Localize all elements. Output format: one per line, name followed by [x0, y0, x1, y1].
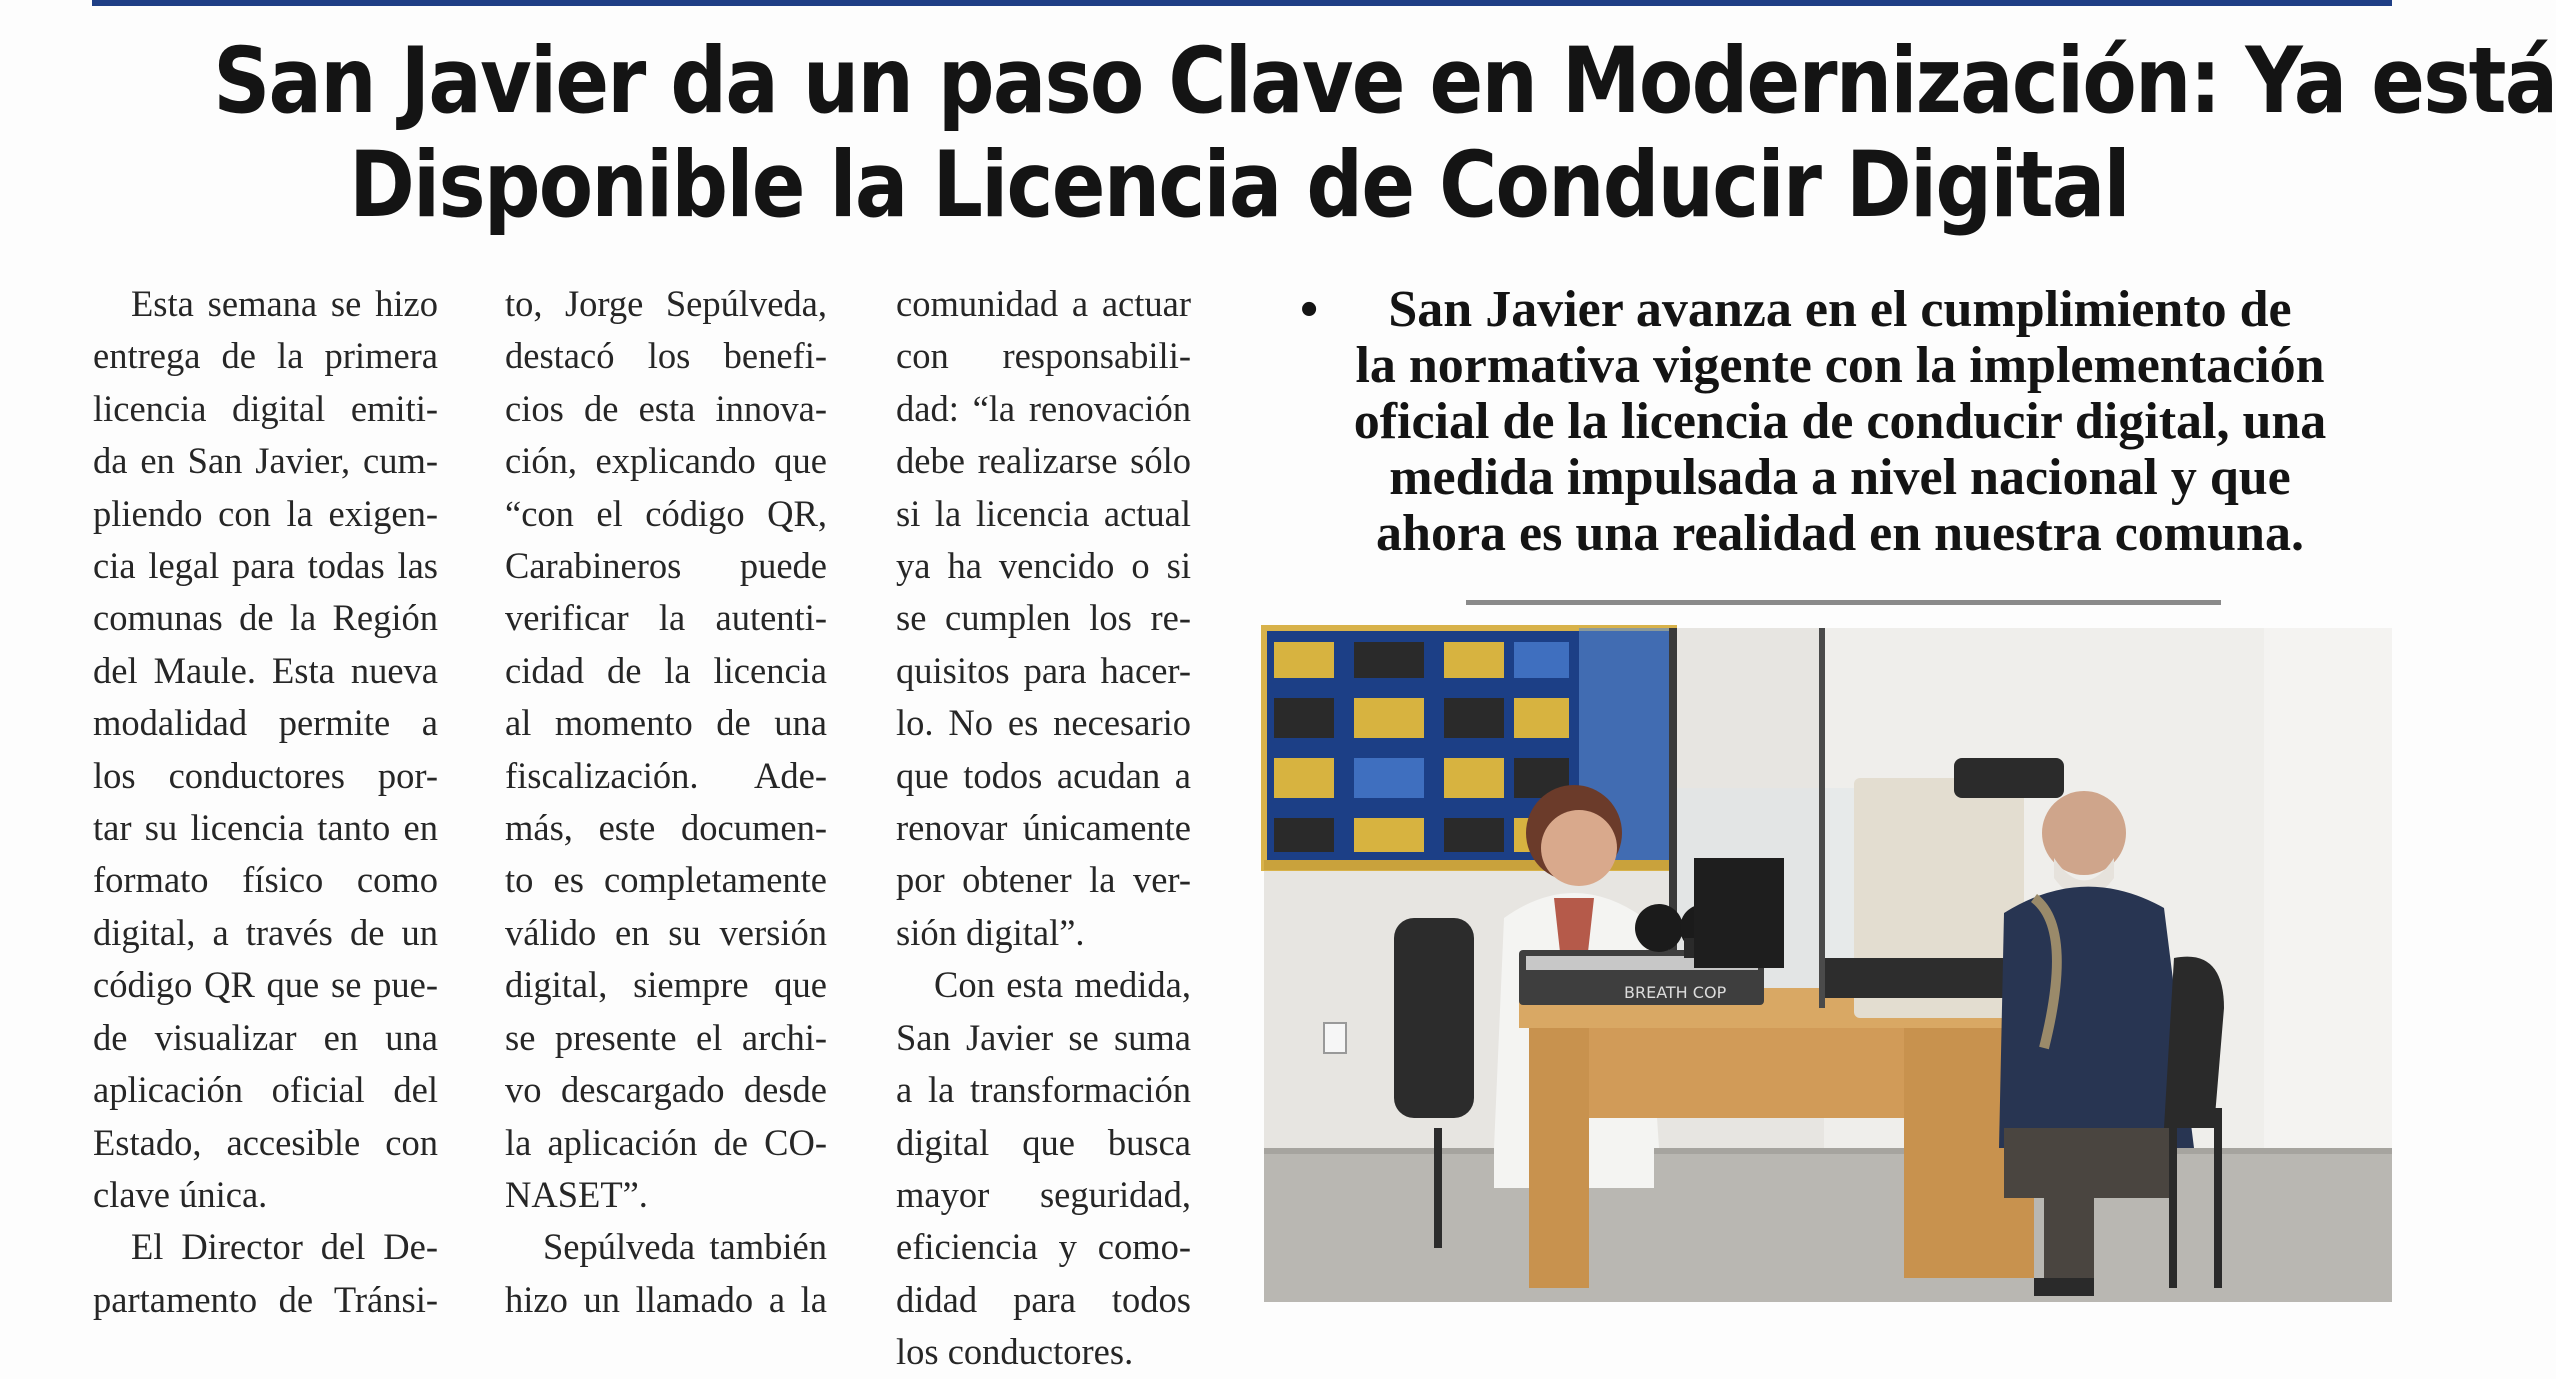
article-column-1: [93, 278, 438, 1322]
text-line: entrega de la primera: [93, 335, 438, 377]
text-line: Estado, accesible con: [93, 1121, 438, 1163]
text-line: los conductores por-: [93, 754, 438, 796]
bullet-icon: •: [1300, 281, 1319, 338]
text-line: ya ha vencido o si: [896, 545, 1191, 587]
device-label: BREATH COP: [1624, 983, 1727, 1002]
text-line: partamento de Tránsi-: [93, 1278, 438, 1320]
text-line: pliendo con la exigen-: [93, 492, 438, 534]
text-line: más, este documen-: [505, 807, 827, 849]
text-line: formato físico como: [93, 859, 438, 901]
text-line: comunas de la Región: [93, 597, 438, 639]
headline-line-1: San Javier da un paso Clave en Modernización: Ya está: [213, 29, 2556, 134]
text-line: se presente el archi-: [505, 1016, 827, 1058]
highlight-line: ahora es una realidad en nuestra comuna.: [1376, 505, 2304, 562]
article-photo: [1264, 628, 2392, 1302]
text-line: hizo un llamado a la: [505, 1278, 827, 1320]
text-line: cia legal para todas las: [93, 545, 438, 587]
text-line: NASET”.: [505, 1173, 648, 1215]
text-line: clave única.: [93, 1173, 268, 1215]
text-line: El Director del De-: [131, 1226, 438, 1268]
text-line: tar su licencia tanto en: [93, 807, 438, 849]
text-line: al momento de una: [505, 702, 827, 744]
highlight-line: San Javier avanza en el cumplimiento de: [1388, 281, 2292, 338]
highlight-line: oficial de la licencia de conducir digital, una: [1353, 393, 2327, 450]
text-line: la aplicación de CO-: [505, 1121, 827, 1163]
text-line: Carabineros puede: [505, 545, 827, 587]
text-line: renovar únicamente: [896, 807, 1191, 849]
text-line: cios de esta innova-: [505, 387, 827, 429]
text-line: del Maule. Esta nueva: [93, 649, 438, 691]
text-line: comunidad a actuar: [896, 283, 1191, 324]
headline-line-2: Disponible la Licencia de Conducir Digital: [349, 133, 2129, 238]
text-line: to, Jorge Sepúlveda,: [505, 283, 827, 324]
text-line: to es completamente: [505, 859, 827, 901]
text-line: vo descargado desde: [505, 1069, 827, 1111]
text-line: digital, a través de un: [93, 911, 438, 953]
text-line: válido en su versión: [505, 911, 827, 953]
text-line: si la licencia actual: [896, 492, 1191, 534]
article-column-2: [505, 278, 827, 1322]
text-line: verificar la autenti-: [505, 597, 827, 639]
text-line: modalidad permite a: [93, 702, 438, 744]
text-line: sión digital”.: [896, 911, 1085, 953]
text-line: San Javier se suma: [896, 1016, 1191, 1058]
text-line: digital que busca: [896, 1121, 1191, 1163]
text-line: dad: “la renovación: [896, 387, 1191, 429]
text-line: “con el código QR,: [505, 492, 827, 534]
highlight-line: la normativa vigente con la implementación: [1355, 337, 2325, 394]
headline: [213, 29, 2556, 238]
text-line: código QR que se pue-: [93, 964, 438, 1006]
text-line: destacó los benefi-: [505, 335, 827, 377]
text-line: quisitos para hacer-: [896, 649, 1191, 691]
text-line: licencia digital emiti-: [93, 387, 438, 429]
text-line: Sepúlveda también: [543, 1226, 827, 1268]
text-line: se cumplen los re-: [896, 597, 1191, 639]
text-line: digital, siempre que: [505, 964, 827, 1006]
text-line: por obtener la ver-: [896, 859, 1191, 901]
text-line: lo. No es necesario: [896, 702, 1191, 744]
text-line: Esta semana se hizo: [131, 283, 438, 324]
text-line: a la transformación: [896, 1069, 1191, 1111]
text-line: da en San Javier, cum-: [93, 440, 438, 482]
text-line: aplicación oficial del: [93, 1069, 438, 1111]
text-line: eficiencia y como-: [896, 1226, 1191, 1268]
text-line: debe realizarse sólo: [896, 440, 1191, 482]
text-line: que todos acudan a: [896, 754, 1191, 796]
text-line: con responsabili-: [896, 335, 1191, 377]
text-line: cidad de la licencia: [505, 649, 827, 691]
highlight-line: medida impulsada a nivel nacional y que: [1389, 449, 2291, 506]
top-rule: [92, 0, 2392, 6]
text-line: los conductores.: [896, 1331, 1134, 1373]
highlight-callout: [1300, 282, 2380, 562]
callout-divider: [1466, 600, 2221, 605]
text-line: de visualizar en una: [93, 1016, 438, 1058]
text-line: Con esta medida,: [934, 964, 1191, 1006]
article-column-3: [896, 278, 1191, 1373]
text-line: mayor seguridad,: [896, 1173, 1191, 1215]
text-line: fiscalización. Ade-: [505, 754, 827, 796]
text-line: ción, explicando que: [505, 440, 827, 482]
text-line: didad para todos: [896, 1278, 1191, 1320]
